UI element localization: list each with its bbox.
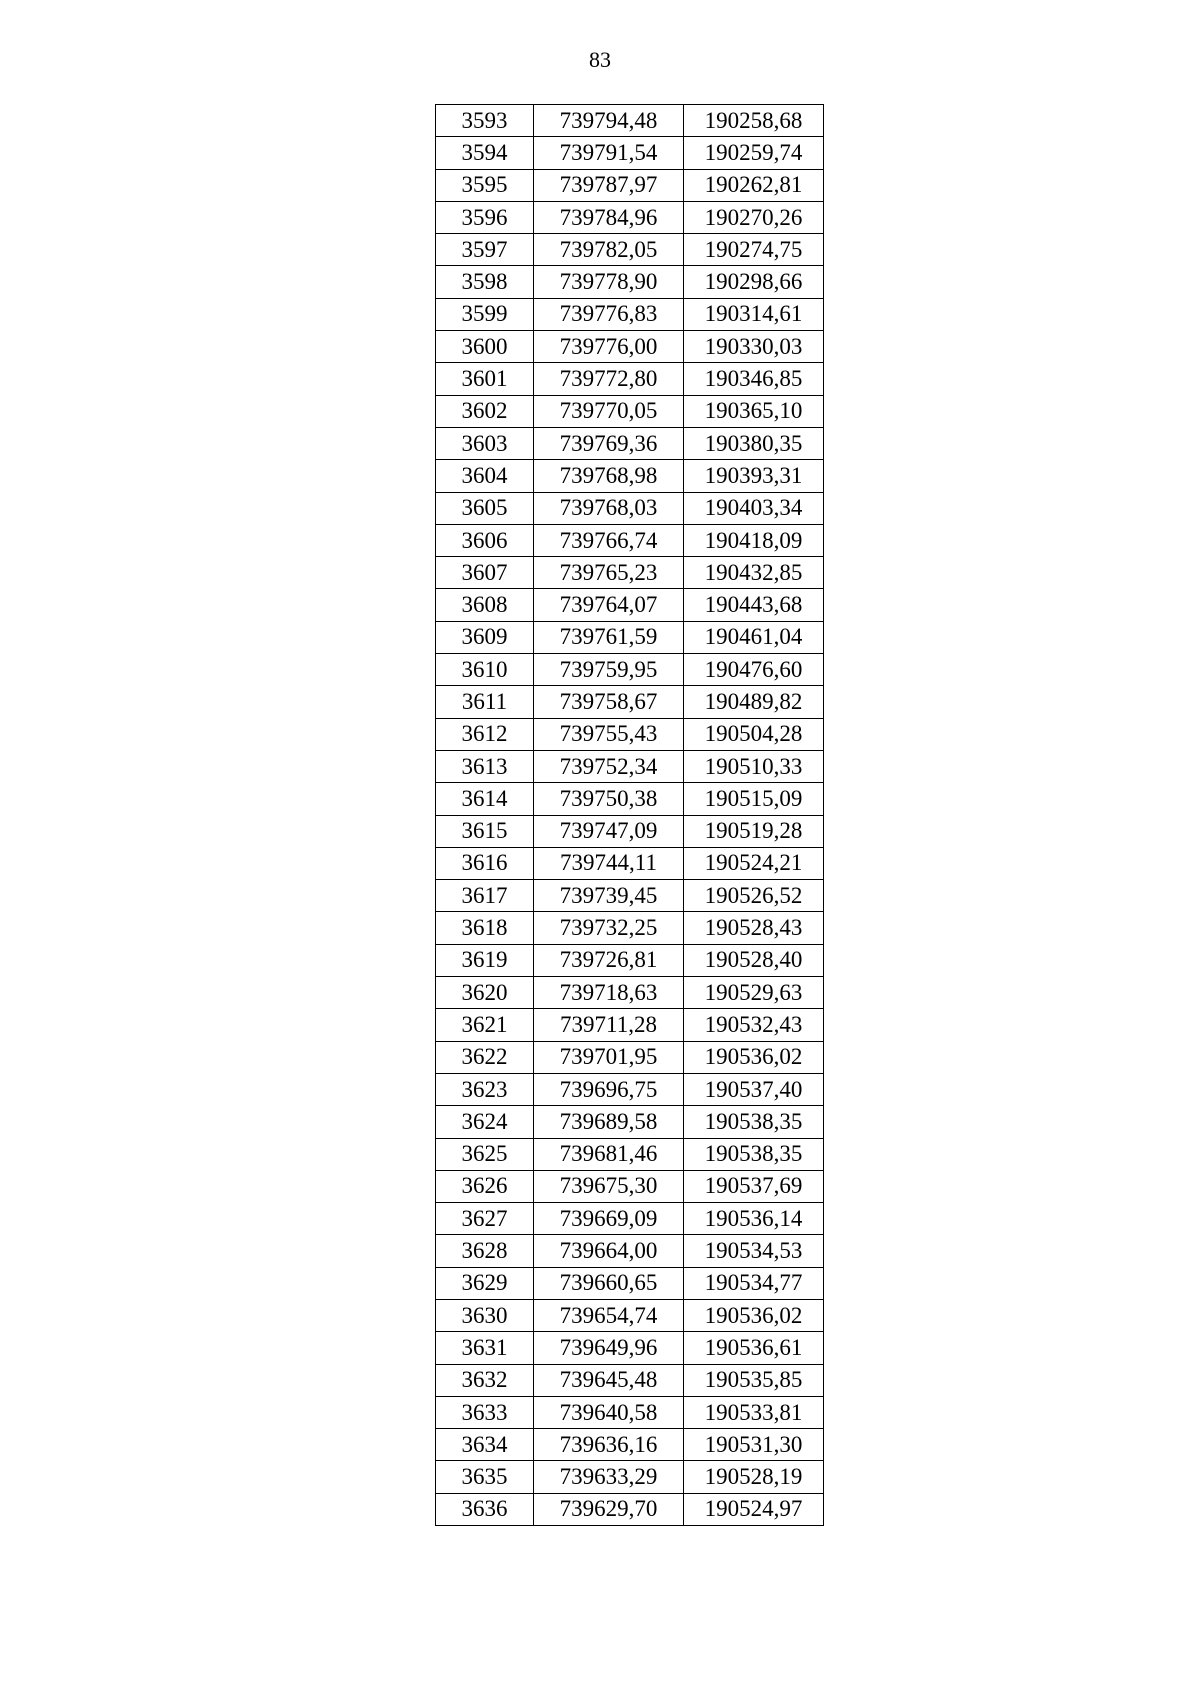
x-coordinate-cell: 739649,96 [534,1332,684,1364]
y-coordinate-cell: 190524,97 [684,1493,824,1525]
x-coordinate-cell: 739689,58 [534,1106,684,1138]
x-coordinate-cell: 739778,90 [534,266,684,298]
x-coordinate-cell: 739764,07 [534,589,684,621]
table-row [436,1364,824,1396]
x-coordinate-cell: 739752,34 [534,750,684,782]
x-coordinate-cell: 739726,81 [534,944,684,976]
table-row [436,718,824,750]
x-coordinate-cell: 739769,36 [534,427,684,459]
y-coordinate-cell: 190274,75 [684,234,824,266]
point-number-cell: 3614 [436,783,534,815]
point-number-cell: 3610 [436,654,534,686]
table-row [436,621,824,653]
y-coordinate-cell: 190330,03 [684,331,824,363]
table-row [436,524,824,556]
x-coordinate-cell: 739711,28 [534,1009,684,1041]
y-coordinate-cell: 190515,09 [684,783,824,815]
table-row [436,1493,824,1525]
x-coordinate-cell: 739633,29 [534,1461,684,1493]
x-coordinate-cell: 739791,54 [534,137,684,169]
y-coordinate-cell: 190461,04 [684,621,824,653]
table-row [436,1106,824,1138]
point-number-cell: 3618 [436,912,534,944]
coordinates-table-body [436,105,824,1526]
table-row [436,1267,824,1299]
y-coordinate-cell: 190538,35 [684,1138,824,1170]
point-number-cell: 3629 [436,1267,534,1299]
x-coordinate-cell: 739696,75 [534,1073,684,1105]
table-row [436,137,824,169]
point-number-cell: 3612 [436,718,534,750]
point-number-cell: 3596 [436,201,534,233]
y-coordinate-cell: 190537,40 [684,1073,824,1105]
x-coordinate-cell: 739772,80 [534,363,684,395]
point-number-cell: 3605 [436,492,534,524]
point-number-cell: 3633 [436,1396,534,1428]
y-coordinate-cell: 190538,35 [684,1106,824,1138]
point-number-cell: 3628 [436,1235,534,1267]
point-number-cell: 3594 [436,137,534,169]
point-number-cell: 3595 [436,169,534,201]
y-coordinate-cell: 190346,85 [684,363,824,395]
x-coordinate-cell: 739739,45 [534,880,684,912]
x-coordinate-cell: 739787,97 [534,169,684,201]
point-number-cell: 3593 [436,105,534,137]
x-coordinate-cell: 739755,43 [534,718,684,750]
x-coordinate-cell: 739747,09 [534,815,684,847]
x-coordinate-cell: 739766,74 [534,524,684,556]
table-row [436,1429,824,1461]
point-number-cell: 3624 [436,1106,534,1138]
table-row [436,201,824,233]
table-row [436,815,824,847]
table-row [436,395,824,427]
point-number-cell: 3600 [436,331,534,363]
y-coordinate-cell: 190403,34 [684,492,824,524]
y-coordinate-cell: 190365,10 [684,395,824,427]
table-row [436,1396,824,1428]
point-number-cell: 3635 [436,1461,534,1493]
point-number-cell: 3598 [436,266,534,298]
y-coordinate-cell: 190489,82 [684,686,824,718]
x-coordinate-cell: 739776,00 [534,331,684,363]
point-number-cell: 3621 [436,1009,534,1041]
table-row [436,1235,824,1267]
point-number-cell: 3608 [436,589,534,621]
point-number-cell: 3626 [436,1170,534,1202]
table-row [436,977,824,1009]
x-coordinate-cell: 739640,58 [534,1396,684,1428]
x-coordinate-cell: 739750,38 [534,783,684,815]
table-row [436,557,824,589]
y-coordinate-cell: 190528,40 [684,944,824,976]
table-row [436,169,824,201]
table-row [436,686,824,718]
y-coordinate-cell: 190536,02 [684,1041,824,1073]
y-coordinate-cell: 190536,61 [684,1332,824,1364]
table-row [436,1170,824,1202]
table-row [436,1009,824,1041]
x-coordinate-cell: 739664,00 [534,1235,684,1267]
point-number-cell: 3603 [436,427,534,459]
point-number-cell: 3601 [436,363,534,395]
y-coordinate-cell: 190519,28 [684,815,824,847]
x-coordinate-cell: 739701,95 [534,1041,684,1073]
y-coordinate-cell: 190314,61 [684,298,824,330]
y-coordinate-cell: 190529,63 [684,977,824,1009]
table-row [436,654,824,686]
y-coordinate-cell: 190534,77 [684,1267,824,1299]
y-coordinate-cell: 190259,74 [684,137,824,169]
point-number-cell: 3599 [436,298,534,330]
point-number-cell: 3602 [436,395,534,427]
y-coordinate-cell: 190528,43 [684,912,824,944]
coordinates-table [435,104,824,1526]
point-number-cell: 3607 [436,557,534,589]
y-coordinate-cell: 190524,21 [684,847,824,879]
x-coordinate-cell: 739761,59 [534,621,684,653]
y-coordinate-cell: 190298,66 [684,266,824,298]
point-number-cell: 3625 [436,1138,534,1170]
table-row [436,1332,824,1364]
point-number-cell: 3611 [436,686,534,718]
table-row [436,427,824,459]
table-row [436,589,824,621]
x-coordinate-cell: 739718,63 [534,977,684,1009]
point-number-cell: 3604 [436,460,534,492]
y-coordinate-cell: 190258,68 [684,105,824,137]
y-coordinate-cell: 190528,19 [684,1461,824,1493]
x-coordinate-cell: 739645,48 [534,1364,684,1396]
x-coordinate-cell: 739681,46 [534,1138,684,1170]
table-row [436,266,824,298]
point-number-cell: 3609 [436,621,534,653]
table-row [436,1073,824,1105]
y-coordinate-cell: 190533,81 [684,1396,824,1428]
y-coordinate-cell: 190418,09 [684,524,824,556]
y-coordinate-cell: 190537,69 [684,1170,824,1202]
table-row [436,1203,824,1235]
table-row [436,492,824,524]
table-row [436,847,824,879]
y-coordinate-cell: 190534,53 [684,1235,824,1267]
x-coordinate-cell: 739629,70 [534,1493,684,1525]
point-number-cell: 3632 [436,1364,534,1396]
x-coordinate-cell: 739744,11 [534,847,684,879]
y-coordinate-cell: 190535,85 [684,1364,824,1396]
table-row [436,750,824,782]
table-row [436,1461,824,1493]
x-coordinate-cell: 739784,96 [534,201,684,233]
x-coordinate-cell: 739759,95 [534,654,684,686]
x-coordinate-cell: 739794,48 [534,105,684,137]
table-row [436,1138,824,1170]
y-coordinate-cell: 190526,52 [684,880,824,912]
table-row [436,880,824,912]
y-coordinate-cell: 190504,28 [684,718,824,750]
x-coordinate-cell: 739675,30 [534,1170,684,1202]
x-coordinate-cell: 739654,74 [534,1299,684,1331]
y-coordinate-cell: 190443,68 [684,589,824,621]
point-number-cell: 3597 [436,234,534,266]
y-coordinate-cell: 190536,02 [684,1299,824,1331]
point-number-cell: 3636 [436,1493,534,1525]
point-number-cell: 3613 [436,750,534,782]
x-coordinate-cell: 739660,65 [534,1267,684,1299]
point-number-cell: 3606 [436,524,534,556]
y-coordinate-cell: 190536,14 [684,1203,824,1235]
y-coordinate-cell: 190432,85 [684,557,824,589]
x-coordinate-cell: 739669,09 [534,1203,684,1235]
point-number-cell: 3615 [436,815,534,847]
point-number-cell: 3630 [436,1299,534,1331]
point-number-cell: 3617 [436,880,534,912]
table-row [436,363,824,395]
y-coordinate-cell: 190262,81 [684,169,824,201]
point-number-cell: 3627 [436,1203,534,1235]
table-row [436,783,824,815]
y-coordinate-cell: 190532,43 [684,1009,824,1041]
x-coordinate-cell: 739768,98 [534,460,684,492]
y-coordinate-cell: 190393,31 [684,460,824,492]
table-row [436,1299,824,1331]
point-number-cell: 3616 [436,847,534,879]
x-coordinate-cell: 739776,83 [534,298,684,330]
point-number-cell: 3622 [436,1041,534,1073]
point-number-cell: 3634 [436,1429,534,1461]
point-number-cell: 3623 [436,1073,534,1105]
x-coordinate-cell: 739765,23 [534,557,684,589]
table-row [436,460,824,492]
point-number-cell: 3631 [436,1332,534,1364]
point-number-cell: 3620 [436,977,534,1009]
x-coordinate-cell: 739768,03 [534,492,684,524]
x-coordinate-cell: 739636,16 [534,1429,684,1461]
table-row [436,944,824,976]
y-coordinate-cell: 190270,26 [684,201,824,233]
table-row [436,1041,824,1073]
table-row [436,298,824,330]
y-coordinate-cell: 190510,33 [684,750,824,782]
y-coordinate-cell: 190476,60 [684,654,824,686]
x-coordinate-cell: 739732,25 [534,912,684,944]
point-number-cell: 3619 [436,944,534,976]
table-row [436,331,824,363]
table-row [436,105,824,137]
table-row [436,234,824,266]
table-row [436,912,824,944]
page-number: 83 [589,47,611,72]
x-coordinate-cell: 739770,05 [534,395,684,427]
x-coordinate-cell: 739758,67 [534,686,684,718]
y-coordinate-cell: 190531,30 [684,1429,824,1461]
y-coordinate-cell: 190380,35 [684,427,824,459]
x-coordinate-cell: 739782,05 [534,234,684,266]
